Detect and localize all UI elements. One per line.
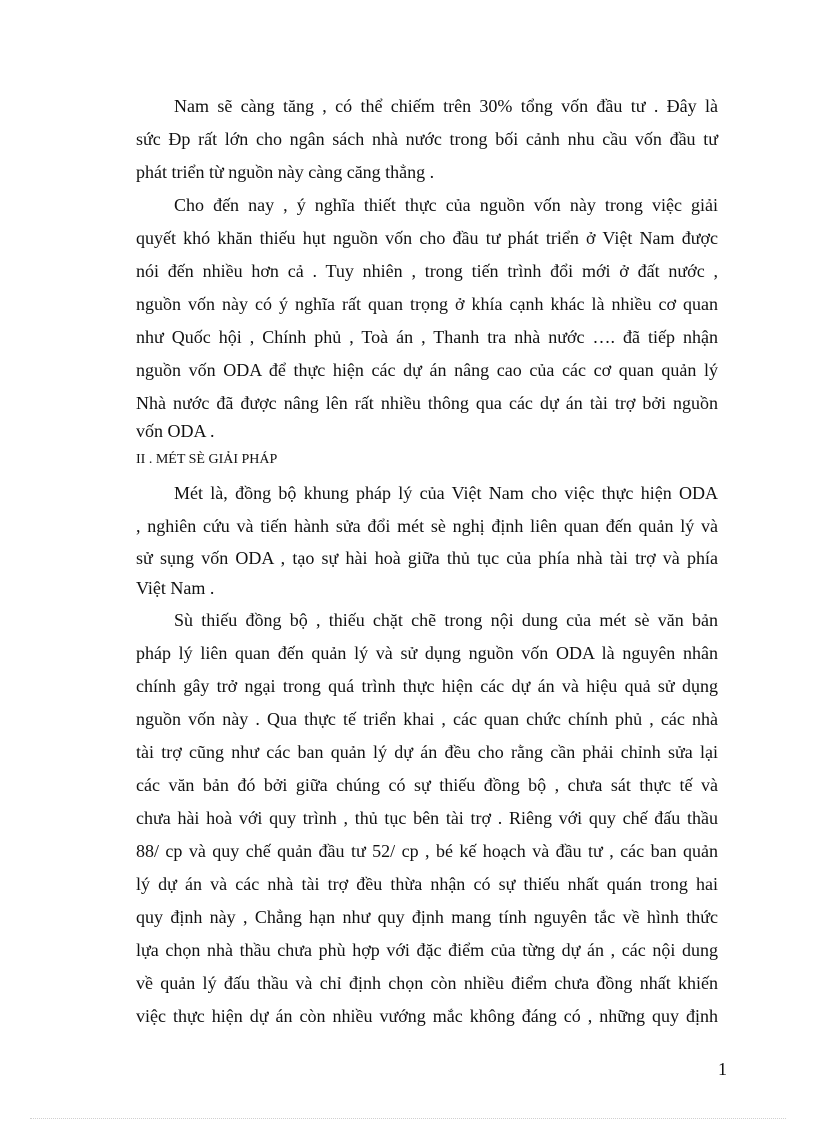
text-line: , nghiên cứu và tiến hành sửa đổi mét sè nghị định liên quan đến quản lý và: [136, 516, 718, 536]
text-line: về quản lý đấu thầu và chỉ định chọn còn nhiều điểm chưa đồng nhất khiến: [136, 973, 718, 993]
text-line: 88/ cp và quy chế quản đầu tư 52/ cp , bé kế hoạch và đầu tư , các ban quản: [136, 841, 718, 861]
text-line: Cho đến nay , ý nghĩa thiết thực của nguồn vốn này trong việc giải: [174, 195, 718, 215]
section-heading: II . MÉT SÈ GIẢI PHÁP: [136, 452, 278, 467]
text-line: lý dự án và các nhà tài trợ đều thừa nhận có sự thiếu nhất quán trong hai: [136, 874, 718, 894]
text-line: pháp lý liên quan đến quản lý và sử dụng nguồn vốn ODA là nguyên nhân: [136, 643, 718, 663]
text-line: sức Ðp rất lớn cho ngân sách nhà nước trong bối cảnh nhu cầu vốn đầu tư: [136, 129, 718, 149]
text-line: như Quốc hội , Chính phủ , Toà án , Thanh tra nhà nước …. đã tiếp nhận: [136, 327, 718, 347]
text-line: nguồn vốn này có ý nghĩa rất quan trọng ở khía cạnh khác là nhiều cơ quan: [136, 294, 718, 314]
text-line: các văn bản đó bởi giữa chúng có sự thiếu đồng bộ , chưa sát thực tế và: [136, 775, 718, 795]
text-line: quy định này , Chẳng hạn như quy định mang tính nguyên tắc về hình thức: [136, 907, 718, 927]
text-line: vốn ODA .: [136, 421, 215, 441]
text-line: lựa chọn nhà thầu chưa phù hợp với đặc điểm của từng dự án , các nội dung: [136, 940, 718, 960]
text-line: tài trợ cũng như các ban quản lý dự án đều cho rằng cần phải chỉnh sửa lại: [136, 742, 718, 762]
text-line: việc thực hiện dự án còn nhiều vướng mắc không đáng có , những quy định: [136, 1006, 718, 1026]
text-line: nguồn vốn này . Qua thực tế triển khai , các quan chức chính phủ , các nhà: [136, 709, 718, 729]
text-line: nói đến nhiều hơn cả . Tuy nhiên , trong tiến trình đổi mới ở đất nước ,: [136, 261, 718, 281]
page-bottom-divider: [30, 1118, 786, 1119]
text-line: quyết khó khăn thiếu hụt nguồn vốn cho đầu tư phát triển ở Việt Nam được: [136, 228, 718, 248]
text-line: nguồn vốn ODA để thực hiện các dự án nâng cao của các cơ quan quản lý: [136, 360, 718, 380]
text-line: phát triển từ nguồn này càng căng thẳng .: [136, 162, 435, 182]
text-line: chính gây trở ngại trong quá trình thực hiện các dự án và hiệu quả sử dụng: [136, 676, 718, 696]
text-line: Mét là, đồng bộ khung pháp lý của Việt Nam cho việc thực hiện ODA: [174, 483, 718, 503]
page-number: 1: [718, 1059, 727, 1079]
text-line: sử sụng vốn ODA , tạo sự hài hoà giữa thủ tục của phía nhà tài trợ và phía: [136, 548, 718, 568]
text-line: chưa hài hoà với quy trình , thủ tục bên tài trợ . Riêng với quy chế đấu thầu: [136, 808, 718, 828]
text-line: Nhà nước đã được nâng lên rất nhiều thông qua các dự án tài trợ bởi nguồn: [136, 393, 718, 413]
text-line: Nam sẽ càng tăng , có thể chiếm trên 30% tổng vốn đầu tư . Đây là: [174, 96, 718, 116]
text-line: Sù thiếu đồng bộ , thiếu chặt chẽ trong nội dung của mét sè văn bản: [174, 610, 718, 630]
text-line: Việt Nam .: [136, 578, 215, 598]
